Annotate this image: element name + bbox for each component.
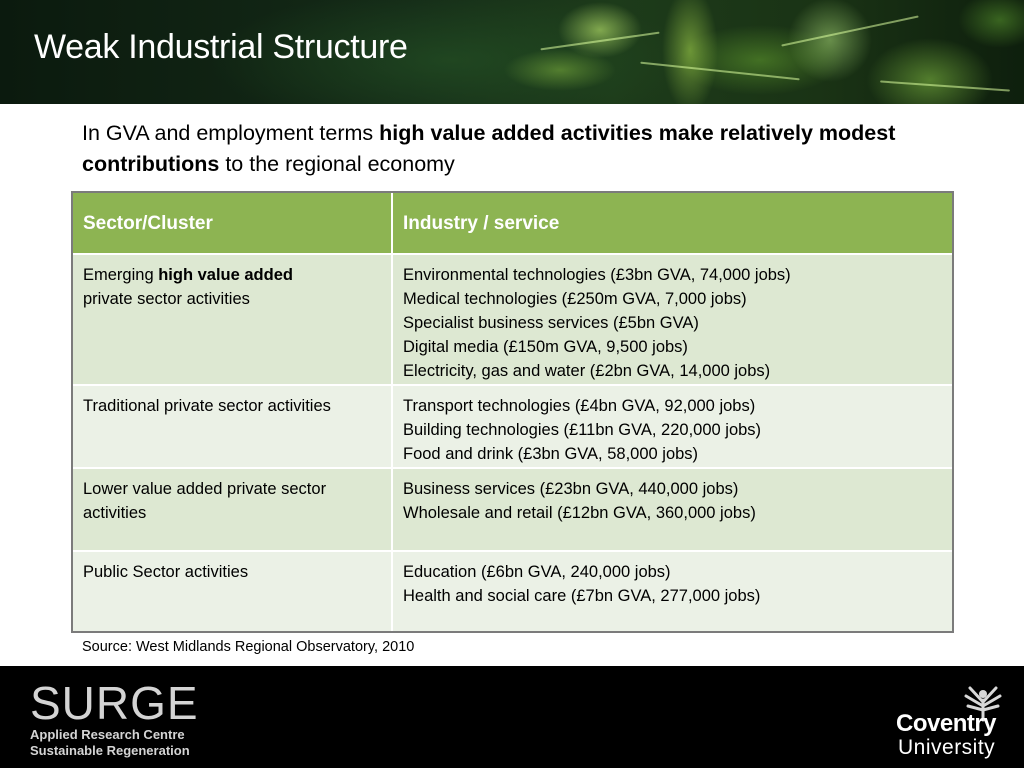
industry-item: Specialist business services (£5bn GVA) [403, 314, 699, 332]
industry-item: Building technologies (£11bn GVA, 220,000 jobs) [403, 421, 762, 439]
sector-cell: Public Sector activities [73, 552, 393, 631]
industry-item: Environmental technologies (£3bn GVA, 74,000 jobs) [403, 266, 791, 284]
light-streak [540, 32, 659, 51]
industry-item: Education (£6bn GVA, 240,000 jobs) [403, 563, 671, 581]
industry-item: Business services (£23bn GVA, 440,000 jobs) [403, 480, 739, 498]
industry-item: Medical technologies (£250m GVA, 7,000 jobs) [403, 290, 747, 308]
header-industry: Industry / service [403, 213, 560, 234]
sector-pre: Emerging [83, 266, 159, 284]
industry-item: Digital media (£150m GVA, 9,500 jobs) [403, 338, 688, 356]
table-row [73, 467, 952, 550]
footer-bar [0, 666, 1024, 768]
industry-cell [393, 469, 952, 550]
sector-bold: high value added [158, 266, 293, 284]
source-note: Source: West Midlands Regional Observatory, 2010 [82, 639, 415, 655]
sector-cell: Lower value added private sector activities [73, 469, 393, 550]
light-streak [640, 62, 799, 81]
table-header-row [73, 193, 952, 253]
university-wordmark: University [898, 736, 996, 759]
surge-line2: Sustainable Regeneration [30, 743, 190, 758]
sector-post: private sector activities [83, 290, 250, 308]
surge-line1: Applied Research Centre [30, 727, 185, 742]
intro-part2: to the regional economy [219, 152, 455, 176]
surge-subtitle [30, 727, 220, 759]
table-row [73, 550, 952, 631]
surge-logo: SURGE [30, 677, 199, 729]
industry-cell [393, 552, 952, 631]
industry-item: Food and drink (£3bn GVA, 58,000 jobs) [403, 445, 699, 463]
sector-cell [73, 255, 393, 384]
intro-part1: In GVA and employment terms [82, 121, 380, 145]
table-row [73, 253, 952, 384]
intro-text [82, 118, 912, 180]
industry-cell [393, 255, 952, 384]
coventry-wordmark: Coventry [896, 710, 997, 737]
page-title: Weak Industrial Structure [34, 28, 408, 66]
industry-cell [393, 386, 952, 467]
industry-item: Transport technologies (£4bn GVA, 92,000 jobs) [403, 397, 756, 415]
industry-item: Wholesale and retail (£12bn GVA, 360,000 jobs) [403, 504, 756, 522]
header-sector: Sector/Cluster [73, 193, 393, 253]
sector-table [71, 191, 954, 633]
light-streak [880, 80, 1010, 91]
header-banner [0, 0, 1024, 104]
intro-bold: high value added activities make relatively modest contributions [82, 121, 896, 176]
table-row [73, 384, 952, 467]
light-streak [781, 15, 918, 46]
industry-item: Electricity, gas and water (£2bn GVA, 14,000 jobs) [403, 362, 771, 380]
sector-cell: Traditional private sector activities [73, 386, 393, 467]
industry-item: Health and social care (£7bn GVA, 277,000 jobs) [403, 587, 761, 605]
